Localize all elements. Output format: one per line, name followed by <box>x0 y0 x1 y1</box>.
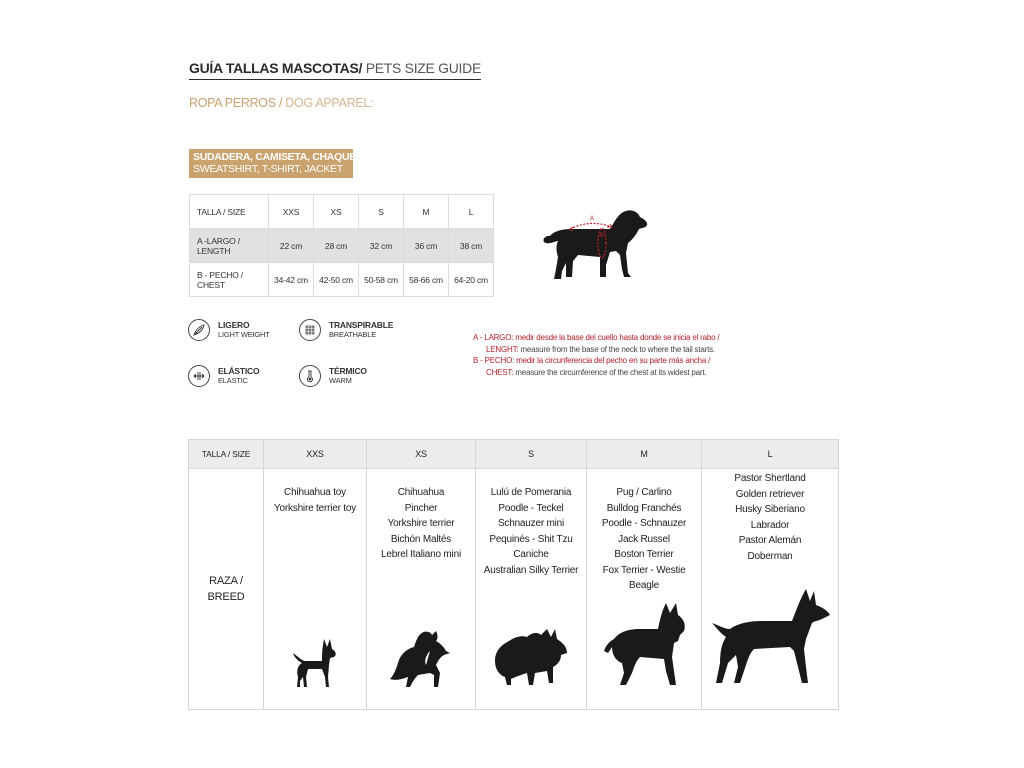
measure-cell: 38 cm <box>449 229 494 263</box>
measure-cell: 22 cm <box>269 229 314 263</box>
breed-header-label: TALLA / SIZE <box>189 440 264 469</box>
feature-label: TRANSPIRABLE <box>329 320 394 330</box>
elastic-icon <box>188 365 210 387</box>
breed-item: Pastor Shertland <box>734 473 806 484</box>
feature-breathable <box>299 319 393 341</box>
breed-item: Lulú de Pomerania <box>490 487 572 498</box>
breed-item: Pincher <box>404 502 438 514</box>
dog-measurement-diagram <box>540 205 652 285</box>
title-en: PETS SIZE GUIDE <box>362 60 481 76</box>
breed-cell-xs <box>367 469 476 710</box>
breed-header-size: S <box>476 440 587 469</box>
labrador-silhouette-icon <box>543 210 647 279</box>
subtitle-es: ROPA PERROS / <box>189 96 283 110</box>
measure-cell: 34-42 cm <box>269 263 314 297</box>
breed-item: Yorkshire terrier toy <box>273 502 357 514</box>
breed-item: Poodle - Teckel <box>498 502 564 514</box>
breed-item: Labrador <box>750 519 790 531</box>
breed-cell-m <box>587 469 702 710</box>
breed-item: Poodle - Schnauzer <box>601 518 687 529</box>
feature-elastic <box>188 365 259 387</box>
measurement-instructions <box>473 332 719 378</box>
measure-header-row <box>190 195 494 229</box>
title-es: GUÍA TALLAS MASCOTAS/ <box>189 60 363 76</box>
breed-item: Australian Silky Terrier <box>483 564 579 576</box>
measure-cell: 58-66 cm <box>404 263 449 297</box>
breed-item: Schnauzer mini <box>497 518 565 529</box>
breed-item: Fox Terrier - Westie <box>602 564 686 576</box>
breed-item: Pug / Carlino <box>616 487 672 498</box>
measure-cell: 28 cm <box>314 229 359 263</box>
breed-item: Golden retriever <box>735 488 805 500</box>
breed-item: Pastor Alemán <box>738 535 802 546</box>
chihuahua-silhouette-icon <box>290 635 340 691</box>
measure-cell: 64-20 cm <box>449 263 494 297</box>
breed-item: Husky Siberiano <box>735 504 805 515</box>
breed-item: Yorkshire terrier <box>387 518 455 529</box>
instruction-b-en-text: measure the circumference of the chest at its widest part. <box>513 367 707 377</box>
measure-row-label: A -LARGO / LENGTH <box>190 229 269 263</box>
feature-label: TÉRMICO <box>329 366 367 376</box>
measure-header-label: TALLA / SIZE <box>190 195 269 229</box>
measure-cell: 42-50 cm <box>314 263 359 297</box>
subtitle-en: DOG APPAREL: <box>282 96 374 110</box>
breed-header-size: XXS <box>264 440 367 469</box>
doberman-silhouette-icon <box>708 587 832 691</box>
diagram-label-a: A <box>590 216 595 222</box>
measure-header-size: L <box>449 195 494 229</box>
breed-header-row <box>189 440 839 469</box>
measure-row-label: B - PECHO / CHEST <box>190 263 269 297</box>
breed-item: Chihuahua toy <box>284 487 346 498</box>
breed-item: Bulldog Franchés <box>606 502 682 514</box>
measure-header-size: M <box>404 195 449 229</box>
instruction-b-es: B - PECHO: medir la circunferencia del pecho en su parte más ancha / <box>473 356 711 365</box>
measure-cell: 36 cm <box>404 229 449 263</box>
measure-row-length <box>190 229 494 263</box>
category-en: SWEATSHIRT, T-SHIRT, JACKET <box>193 163 343 175</box>
category-badge <box>189 149 372 178</box>
measure-row-chest <box>190 263 494 297</box>
instruction-b-en <box>473 367 719 379</box>
breed-size-table <box>188 439 839 710</box>
feature-sublabel: LIGHT WEIGHT <box>218 330 270 339</box>
instruction-a-en <box>473 344 719 356</box>
thermometer-icon <box>299 365 321 387</box>
breed-row-label <box>189 469 264 710</box>
diagram-label-b: B <box>600 233 605 239</box>
breed-item: Boston Terrier <box>614 549 674 560</box>
measure-cell: 32 cm <box>359 229 404 263</box>
measurement-table <box>189 194 494 297</box>
breed-row-label-en: BREED <box>207 591 245 603</box>
page-title <box>189 60 481 80</box>
breed-item: Doberman <box>747 550 793 562</box>
instruction-a-en-label: LENGHT: <box>486 344 519 354</box>
feather-icon <box>188 319 210 341</box>
breed-cell-s <box>476 469 587 710</box>
instruction-b-en-label: CHEST: <box>486 367 514 377</box>
breed-item: Beagle <box>629 580 659 591</box>
measure-header-size: S <box>359 195 404 229</box>
instruction-a-en-text: measure from the base of the neck to where the tail starts. <box>518 344 715 354</box>
instruction-a-es: A - LARGO: medir desde la base del cuello hasta donde se inicia el rabo / <box>473 333 720 342</box>
feature-sublabel: ELASTIC <box>218 376 248 385</box>
breed-item: Lebrel Italiano mini <box>381 549 461 560</box>
breed-item: Pequinés - Shit Tzu <box>489 533 573 545</box>
breed-cell-l <box>702 469 839 710</box>
measure-cell: 50-58 cm <box>359 263 404 297</box>
breed-cell-xxs <box>264 469 367 710</box>
pomeranian-silhouette-icon <box>491 625 571 691</box>
breed-header-size: XS <box>367 440 476 469</box>
category-es: SUDADERA, CAMISETA, CHAQUETA/ <box>193 151 372 163</box>
papillon-silhouette-icon <box>386 629 456 691</box>
measure-header-size: XS <box>314 195 359 229</box>
french-bulldog-silhouette-icon <box>600 601 688 691</box>
section-subtitle <box>189 96 373 110</box>
breed-item: Chihuahua <box>397 487 445 498</box>
breed-item: Jack Russel <box>618 533 670 545</box>
breed-item: Caniche <box>513 549 549 560</box>
feature-label: ELÁSTICO <box>218 366 260 376</box>
breed-row-label-es: RAZA / <box>209 575 243 587</box>
breed-header-size: M <box>587 440 702 469</box>
breed-item: Bichón Maltés <box>390 533 452 545</box>
measure-header-size: XXS <box>269 195 314 229</box>
feature-sublabel: BREATHABLE <box>329 330 377 339</box>
feature-sublabel: WARM <box>329 376 352 385</box>
breathable-icon <box>299 319 321 341</box>
feature-label: LIGERO <box>218 320 250 330</box>
breed-header-size: L <box>702 440 839 469</box>
breed-row <box>189 469 839 710</box>
feature-light <box>188 319 270 341</box>
feature-warm <box>299 365 367 387</box>
